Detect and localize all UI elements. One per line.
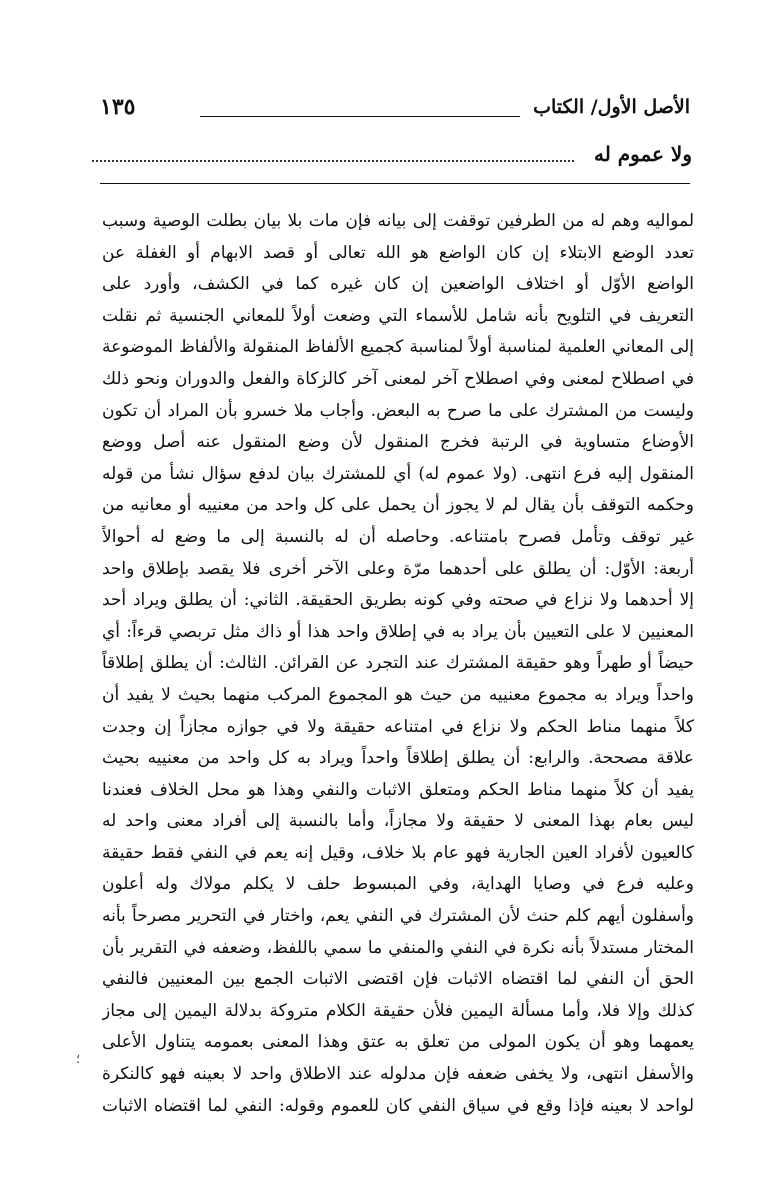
text-line: المعنيين لا على التعيين بأن يراد به في إطلاق واحد هذا أو ذاك مثل تربصي قرءاً: أي xyxy=(102,621,694,642)
page-header xyxy=(100,94,690,128)
text-line: وأسفلون أيهم كلم حنث لأن المشترك في النفي يعم، واختار في التحرير مصرحاً بأنه xyxy=(102,906,694,927)
running-title: الأصل الأول/ الكتاب xyxy=(533,96,690,118)
page-number: ١٣٥ xyxy=(100,94,136,120)
text-line: المنقول إليه فرع انتهى. (ولا عموم له) أي للمشترك بيان لدفع سؤال نشأ من قوله xyxy=(102,463,694,484)
footer-mark: ؛ xyxy=(76,1052,81,1067)
text-line: حيضاً أو طهراً وهو حقيقة المشترك عند التجرد عن القرائن. الثالث: أن يطلق إطلاقاً xyxy=(102,653,694,674)
text-line: والأسفل انتهى، ولا يخفى ضعفه فإن مدلوله عند الاطلاق واحد لا بعينه فهو كالنكرة xyxy=(102,1064,694,1085)
text-line: الحق أن النفي لما اقتضاه الاثبات فإن اقتضى الاثبات الجمع بين المعنيين فالنفي xyxy=(102,969,694,990)
text-line: المختار مستدلاً بأنه نكرة في النفي والمنفي ما سمي باللفظ، وضعفه في التقرير بأن xyxy=(102,937,694,958)
text-line: ليس بعام بهذا المعنى لا حقيقة ولا مجازاً، وأما بالنسبة إلى أفراد معنى واحد له xyxy=(102,811,694,832)
commentary-text xyxy=(102,206,694,1122)
text-line: في اصطلاح لمعنى وفي اصطلاح آخر لمعنى آخر كالزكاة والفعل والدوران ونحو ذلك xyxy=(102,368,694,389)
text-line: إلا أحدهما ولا نزاع في صحته وفي كونه بطريق الحقيقة. الثاني: أن يطلق ويراد أحد xyxy=(102,590,694,611)
separator-rule xyxy=(100,183,690,184)
text-line: الواضع الأوّل أو اختلاف الواضعين إن كان غيره كما في الكشف، وأورد على xyxy=(102,274,694,295)
text-line: لمواليه وهم له من الطرفين توقفت إلى بيانه فإن مات بلا بيان بطلت الوصية وسبب xyxy=(102,211,694,231)
text-line: يفيد أن كلاً منهما مناط الحكم ومتعلق الاثبات والنفي وهذا هو محل الخلاف فعندنا xyxy=(102,779,694,800)
text-line: الأوضاع متساوية في الرتبة فخرج المنقول لأن وضع المنقول عنه أصل ووضع xyxy=(102,432,694,453)
text-line: غير توقف وتأمل فصرح بامتناعه. وحاصله أن له بالنسبة إلى ما وضع له أحوالاً xyxy=(102,526,694,547)
text-line: وحكمه التوقف بأن يقال لم لا يجوز أن يحمل على كل واحد من معنييه أو معانيه من xyxy=(102,495,694,516)
text-line: كالعيون لأفراد العين الجارية فهو عام بلا خلاف، وقيل إنه يعم في النفي فقط حقيقة xyxy=(102,842,694,863)
text-line: يعمهما وهو أن يكون المولى من تعلق به عتق وهذا المعنى بعمومه يتناول الأعلى xyxy=(102,1032,694,1053)
text-line: علاقة مصححة. والرابع: أن يطلق إطلاقاً واحداً ويراد به كل واحد من معنييه بحيث xyxy=(102,748,694,769)
text-line: لواحد لا بعينه فإذا وقع في سياق النفي كان للعموم وقوله: النفي لما اقتضاه الاثبات xyxy=(102,1095,694,1116)
matn-text: ولا عموم له xyxy=(593,142,692,166)
text-line: وعليه فرع في وصايا الهداية، وفي المبسوط حلف لا يكلم مولاك وله أعلون xyxy=(102,874,694,895)
text-line: وليست من المشترك على ما صرح به البعض. وأجاب ملا خسرو بأن المراد أن تكون xyxy=(102,400,694,421)
text-line: كذلك وإلا فلا، وأما مسألة اليمين فلأن حقيقة الكلام متروكة بدلالة اليمين إلى مجاز xyxy=(102,1000,694,1021)
header-rule xyxy=(200,116,520,117)
matn-dotted-leader xyxy=(92,160,574,162)
text-line: التعريف في التلويح بأنه شامل للأسماء التي وضعت أولاً للمعاني الجنسية ثم نقلت xyxy=(102,305,694,326)
matn-block xyxy=(92,140,692,176)
text-line: أربعة: الأوّل: أن يطلق على أحدهما مرّة وعلى الآخر أخرى فلا يقصد بإطلاق واحد xyxy=(102,558,694,579)
text-line: كلاً منهما مناط الحكم ولا نزاع في امتناعه حقيقة ولا في جوازه مجازاً إن وجدت xyxy=(102,716,694,737)
text-line: إلى المعاني العلمية لمناسبة أولاً لمناسبة كجميع الألفاظ المنقولة والألفاظ الموضوعة xyxy=(102,337,694,358)
text-line: واحداً ويراد به مجموع معنييه من حيث هو المجموع المركب منهما بحيث لا يفيد أن xyxy=(102,684,694,705)
text-line: تعدد الوضع الابتلاء إن كان الواضع هو الله تعالى أو قصد الابهام أو الغفلة عن xyxy=(102,242,694,263)
